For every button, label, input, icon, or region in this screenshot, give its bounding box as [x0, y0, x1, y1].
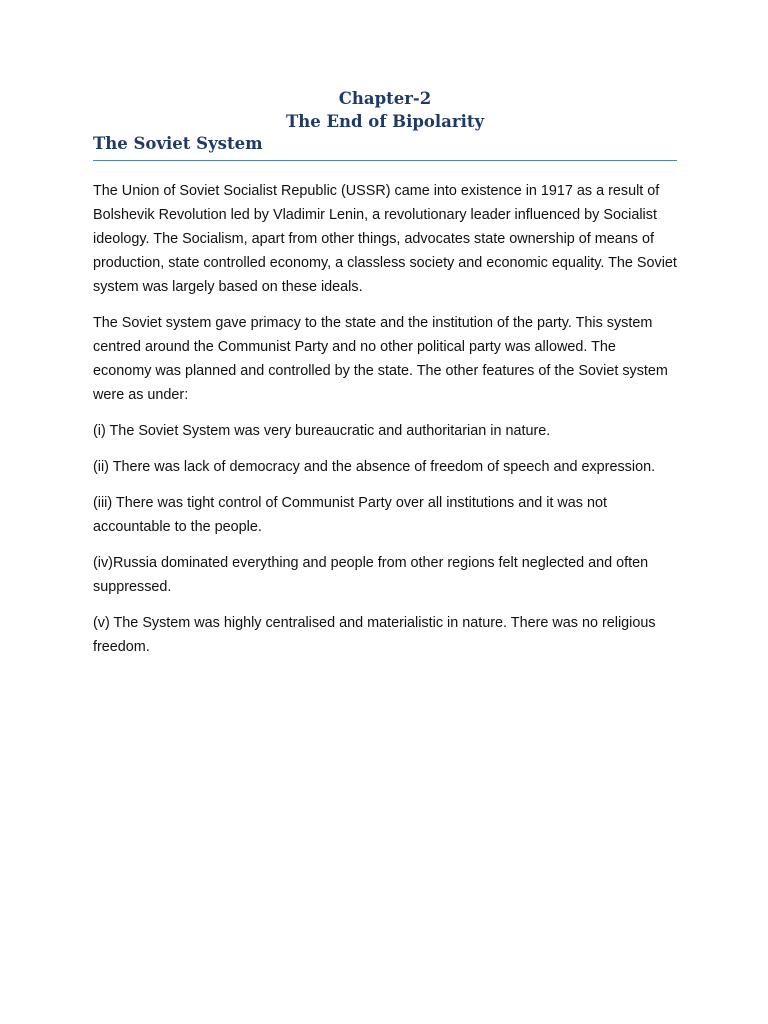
chapter-title: The End of Bipolarity [285, 112, 485, 131]
feature-item-4: (iv)Russia dominated everything and people from other regions felt neglected and often suppressed. [93, 555, 649, 595]
feature-item-1: (i) The Soviet System was very bureaucratic and authoritarian in nature. [93, 423, 551, 439]
feature-item-3: (iii) There was tight control of Communist Party over all institutions and it was not accountable to the people. [93, 495, 608, 535]
chapter-label: Chapter-2 [338, 89, 432, 108]
feature-item-5: (v) The System was highly centralised and materialistic in nature. There was no religious freedom. [93, 615, 656, 655]
document-body [93, 179, 677, 671]
section-divider [93, 160, 677, 161]
chapter-heading [93, 87, 677, 133]
paragraph-soviet-system: The Soviet system gave primacy to the state and the institution of the party. This system centred around the Communist Party and no other political party was allowed. The economy was planned and controlled by the state. The other features of the Soviet system were as under: [93, 315, 668, 403]
feature-item-2: (ii) There was lack of democracy and the absence of freedom of speech and expression. [93, 459, 656, 475]
paragraph-intro: The Union of Soviet Socialist Republic (USSR) came into existence in 1917 as a result of Bolshevik Revolution led by Vladimir Lenin, a revolutionary leader influenced by Socialist ideology. The Socialism, apart from other things, advocates state ownership of means of production, state controlled economy, a classless society and economic equality. The Soviet system was largely based on these ideals. [93, 183, 677, 295]
section-title: The Soviet System [93, 134, 263, 153]
